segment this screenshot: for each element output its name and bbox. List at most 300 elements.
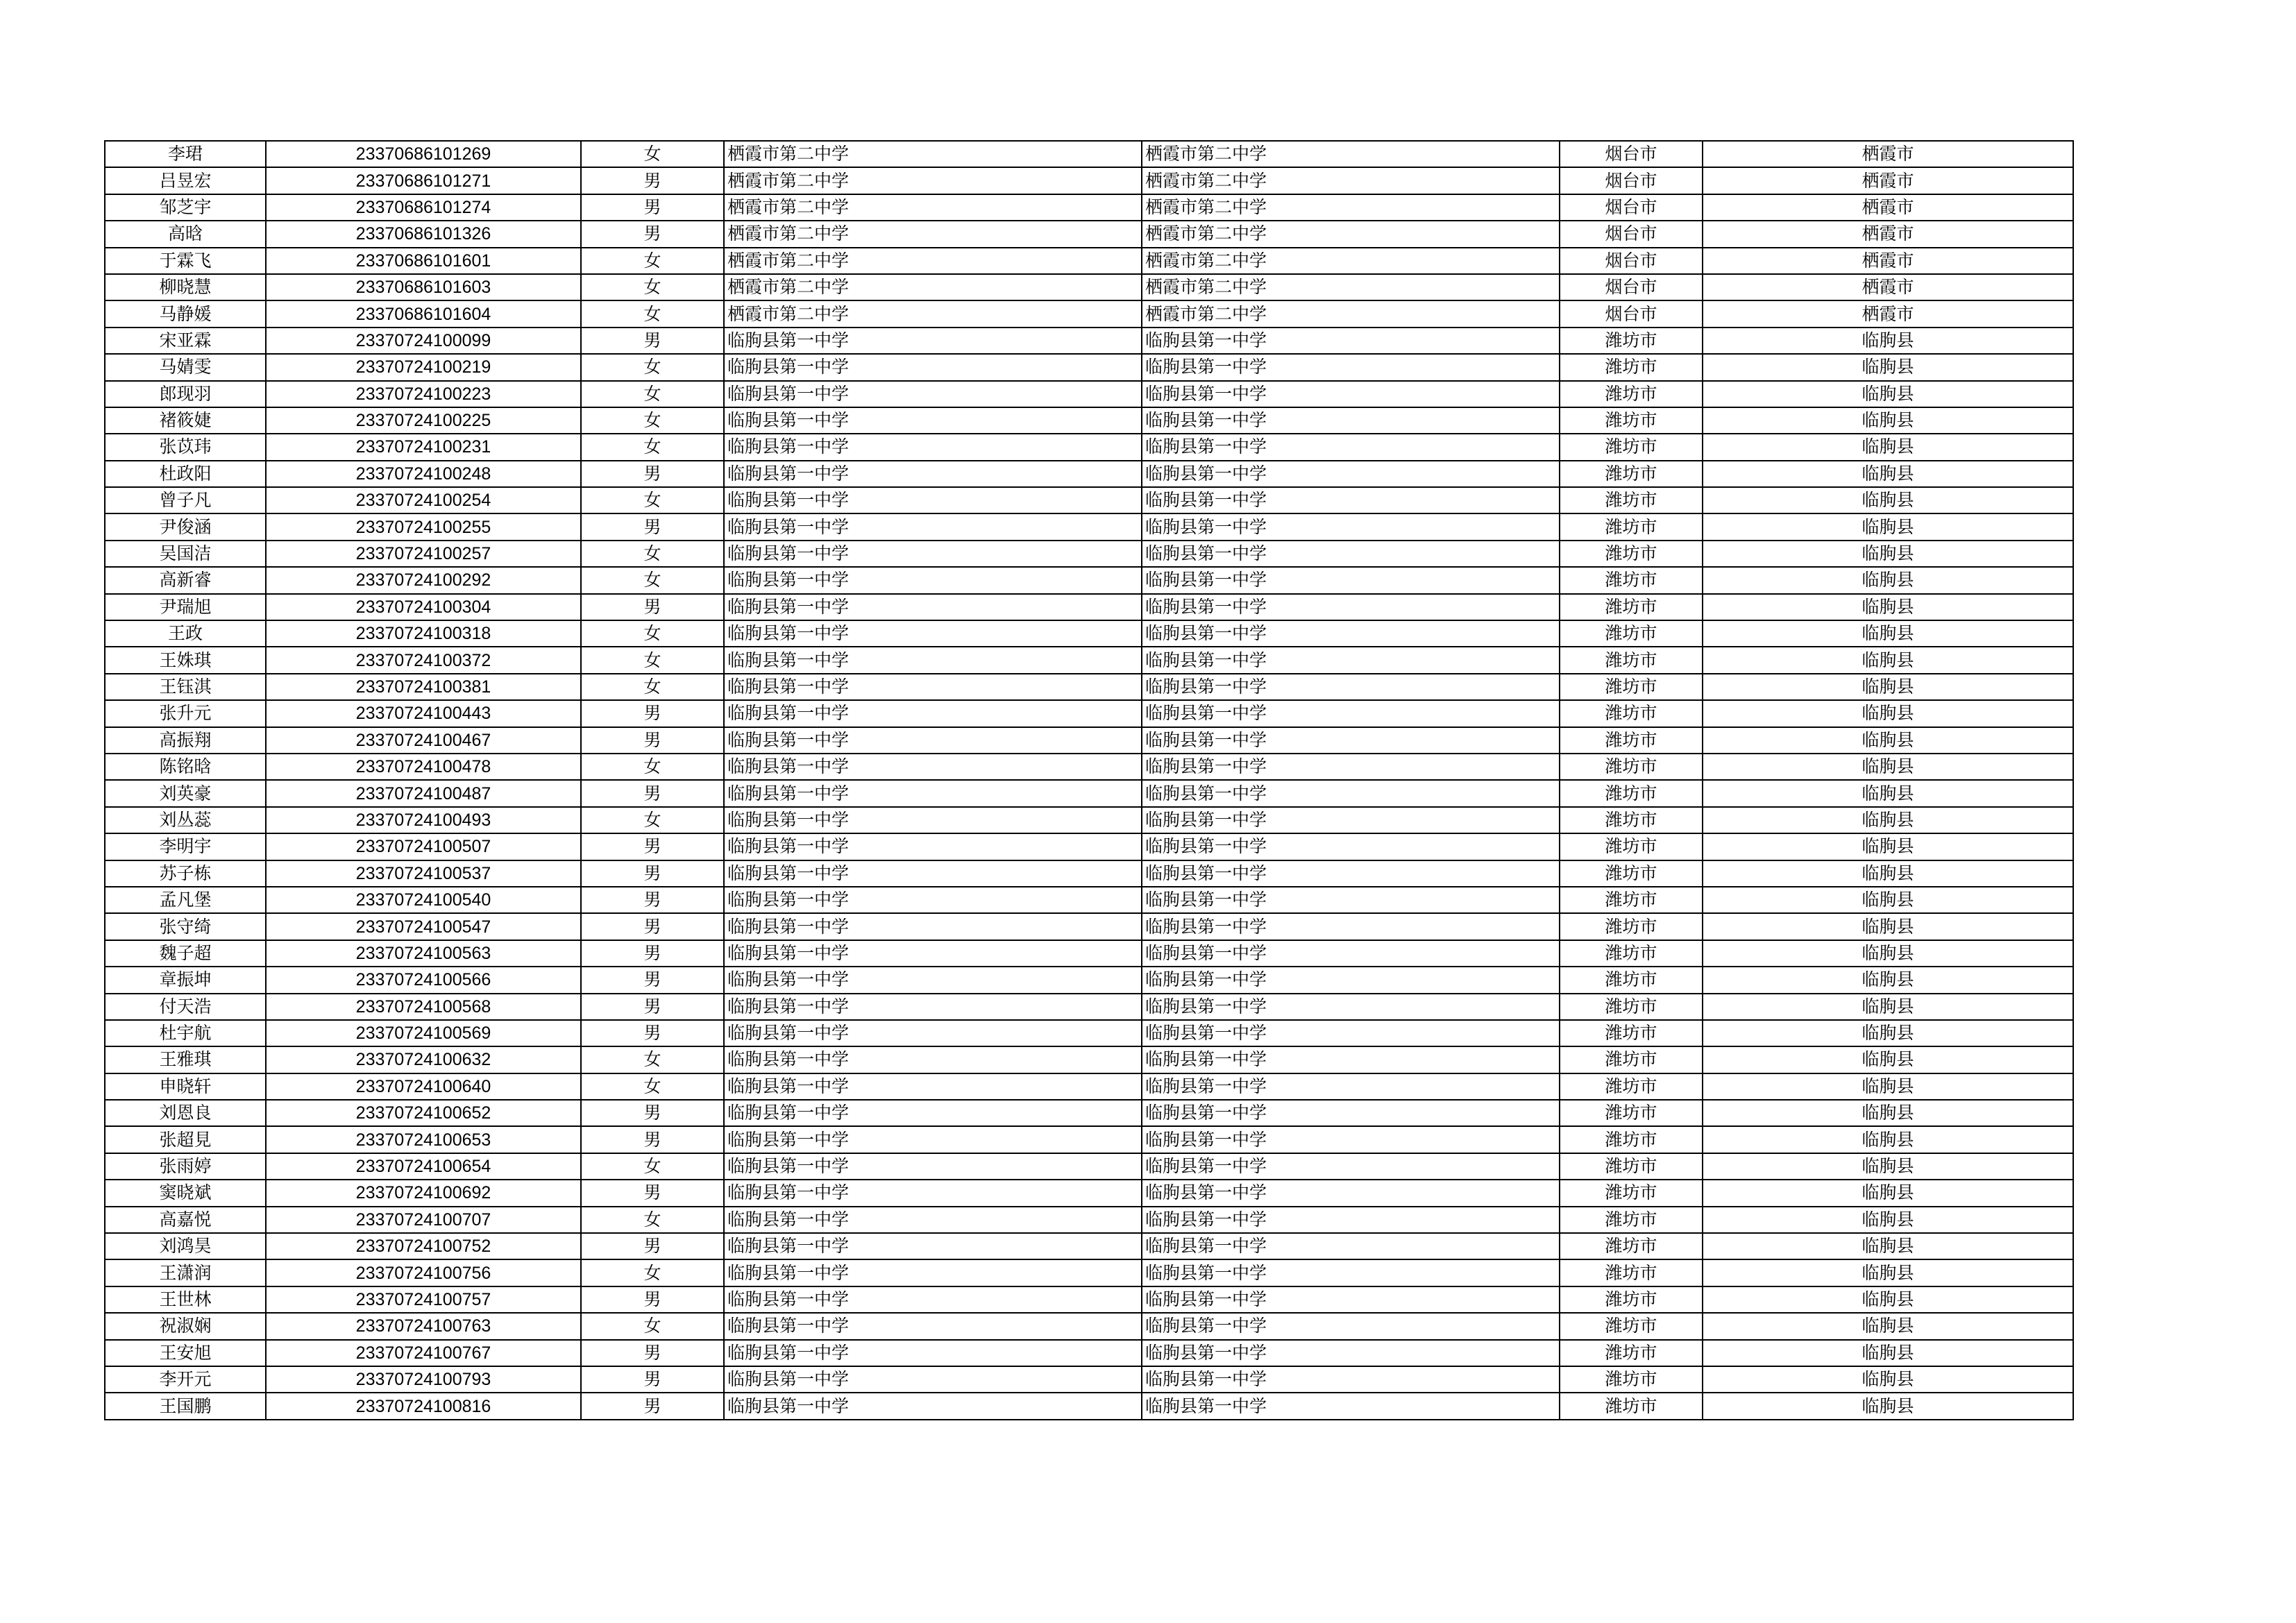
recommending-unit-cell: 临朐县第一中学 bbox=[1142, 647, 1560, 673]
exam-id-cell: 23370724100487 bbox=[266, 780, 581, 806]
county-cell: 临朐县 bbox=[1703, 434, 2073, 460]
exam-id-cell: 23370724100632 bbox=[266, 1046, 581, 1073]
school-cell: 临朐县第一中学 bbox=[724, 1340, 1142, 1366]
city-cell: 潍坊市 bbox=[1560, 567, 1703, 593]
county-cell: 临朐县 bbox=[1703, 1020, 2073, 1046]
student-name-cell: 王雅琪 bbox=[105, 1046, 266, 1073]
gender-cell: 男 bbox=[581, 513, 724, 540]
school-cell: 临朐县第一中学 bbox=[724, 1313, 1142, 1339]
exam-id-cell: 23370724100692 bbox=[266, 1180, 581, 1206]
exam-id-cell: 23370724100763 bbox=[266, 1313, 581, 1339]
recommending-unit-cell: 临朐县第一中学 bbox=[1142, 887, 1560, 913]
recommending-unit-cell: 临朐县第一中学 bbox=[1142, 407, 1560, 434]
table-row bbox=[105, 1073, 2073, 1100]
gender-cell: 男 bbox=[581, 1180, 724, 1206]
county-cell: 栖霞市 bbox=[1703, 167, 2073, 194]
student-name-cell: 杜宇航 bbox=[105, 1020, 266, 1046]
county-cell: 临朐县 bbox=[1703, 940, 2073, 967]
school-cell: 临朐县第一中学 bbox=[724, 567, 1142, 593]
school-cell: 临朐县第一中学 bbox=[724, 833, 1142, 860]
exam-id-cell: 23370724100537 bbox=[266, 860, 581, 887]
county-cell: 临朐县 bbox=[1703, 354, 2073, 380]
gender-cell: 女 bbox=[581, 754, 724, 780]
county-cell: 临朐县 bbox=[1703, 567, 2073, 593]
table-row bbox=[105, 1259, 2073, 1286]
recommending-unit-cell: 临朐县第一中学 bbox=[1142, 1073, 1560, 1100]
city-cell: 潍坊市 bbox=[1560, 860, 1703, 887]
school-cell: 临朐县第一中学 bbox=[724, 780, 1142, 806]
city-cell: 潍坊市 bbox=[1560, 1100, 1703, 1126]
table-row bbox=[105, 833, 2073, 860]
recommending-unit-cell: 临朐县第一中学 bbox=[1142, 940, 1560, 967]
student-name-cell: 王姝琪 bbox=[105, 647, 266, 673]
table-row bbox=[105, 221, 2073, 247]
gender-cell: 女 bbox=[581, 1313, 724, 1339]
table-row bbox=[105, 274, 2073, 300]
school-cell: 栖霞市第二中学 bbox=[724, 167, 1142, 194]
county-cell: 临朐县 bbox=[1703, 1366, 2073, 1393]
exam-id-cell: 23370724100257 bbox=[266, 541, 581, 567]
exam-id-cell: 23370724100640 bbox=[266, 1073, 581, 1100]
county-cell: 临朐县 bbox=[1703, 461, 2073, 487]
table-row bbox=[105, 381, 2073, 407]
exam-id-cell: 23370724100304 bbox=[266, 594, 581, 620]
city-cell: 潍坊市 bbox=[1560, 807, 1703, 833]
recommending-unit-cell: 临朐县第一中学 bbox=[1142, 620, 1560, 647]
school-cell: 临朐县第一中学 bbox=[724, 434, 1142, 460]
table-row bbox=[105, 647, 2073, 673]
city-cell: 潍坊市 bbox=[1560, 967, 1703, 993]
exam-id-cell: 23370686101274 bbox=[266, 194, 581, 221]
school-cell: 临朐县第一中学 bbox=[724, 994, 1142, 1020]
city-cell: 潍坊市 bbox=[1560, 354, 1703, 380]
recommending-unit-cell: 临朐县第一中学 bbox=[1142, 381, 1560, 407]
exam-id-cell: 23370686101604 bbox=[266, 300, 581, 327]
student-name-cell: 李珺 bbox=[105, 141, 266, 167]
student-name-cell: 刘丛蕊 bbox=[105, 807, 266, 833]
gender-cell: 男 bbox=[581, 167, 724, 194]
school-cell: 栖霞市第二中学 bbox=[724, 274, 1142, 300]
exam-id-cell: 23370686101271 bbox=[266, 167, 581, 194]
table-row bbox=[105, 887, 2073, 913]
gender-cell: 男 bbox=[581, 967, 724, 993]
gender-cell: 女 bbox=[581, 354, 724, 380]
school-cell: 临朐县第一中学 bbox=[724, 620, 1142, 647]
exam-id-cell: 23370724100568 bbox=[266, 994, 581, 1020]
table-row bbox=[105, 541, 2073, 567]
school-cell: 临朐县第一中学 bbox=[724, 647, 1142, 673]
exam-id-cell: 23370724100223 bbox=[266, 381, 581, 407]
student-name-cell: 吴国洁 bbox=[105, 541, 266, 567]
recommending-unit-cell: 临朐县第一中学 bbox=[1142, 461, 1560, 487]
county-cell: 临朐县 bbox=[1703, 754, 2073, 780]
county-cell: 临朐县 bbox=[1703, 1313, 2073, 1339]
student-name-cell: 王世林 bbox=[105, 1286, 266, 1313]
school-cell: 临朐县第一中学 bbox=[724, 674, 1142, 700]
recommending-unit-cell: 临朐县第一中学 bbox=[1142, 833, 1560, 860]
school-cell: 临朐县第一中学 bbox=[724, 754, 1142, 780]
student-name-cell: 柳晓慧 bbox=[105, 274, 266, 300]
gender-cell: 女 bbox=[581, 567, 724, 593]
county-cell: 临朐县 bbox=[1703, 381, 2073, 407]
county-cell: 栖霞市 bbox=[1703, 194, 2073, 221]
student-name-cell: 郎现羽 bbox=[105, 381, 266, 407]
county-cell: 临朐县 bbox=[1703, 1340, 2073, 1366]
gender-cell: 男 bbox=[581, 833, 724, 860]
gender-cell: 男 bbox=[581, 1286, 724, 1313]
city-cell: 潍坊市 bbox=[1560, 994, 1703, 1020]
school-cell: 临朐县第一中学 bbox=[724, 1233, 1142, 1259]
recommending-unit-cell: 临朐县第一中学 bbox=[1142, 860, 1560, 887]
county-cell: 临朐县 bbox=[1703, 727, 2073, 754]
student-name-cell: 张雨婷 bbox=[105, 1153, 266, 1180]
exam-id-cell: 23370724100654 bbox=[266, 1153, 581, 1180]
exam-id-cell: 23370724100653 bbox=[266, 1126, 581, 1153]
exam-id-cell: 23370686101326 bbox=[266, 221, 581, 247]
city-cell: 烟台市 bbox=[1560, 167, 1703, 194]
table-row bbox=[105, 248, 2073, 274]
student-name-cell: 苏子栋 bbox=[105, 860, 266, 887]
student-name-cell: 高嘉悦 bbox=[105, 1207, 266, 1233]
city-cell: 潍坊市 bbox=[1560, 887, 1703, 913]
city-cell: 潍坊市 bbox=[1560, 1020, 1703, 1046]
student-roster-table bbox=[104, 140, 2074, 1420]
city-cell: 潍坊市 bbox=[1560, 541, 1703, 567]
school-cell: 临朐县第一中学 bbox=[724, 727, 1142, 754]
exam-id-cell: 23370724100467 bbox=[266, 727, 581, 754]
student-name-cell: 李明宇 bbox=[105, 833, 266, 860]
gender-cell: 女 bbox=[581, 674, 724, 700]
student-name-cell: 陈铭晗 bbox=[105, 754, 266, 780]
county-cell: 临朐县 bbox=[1703, 1046, 2073, 1073]
student-name-cell: 王钰淇 bbox=[105, 674, 266, 700]
exam-id-cell: 23370724100248 bbox=[266, 461, 581, 487]
table-row bbox=[105, 807, 2073, 833]
school-cell: 临朐县第一中学 bbox=[724, 461, 1142, 487]
student-name-cell: 张苡玮 bbox=[105, 434, 266, 460]
recommending-unit-cell: 临朐县第一中学 bbox=[1142, 727, 1560, 754]
school-cell: 临朐县第一中学 bbox=[724, 887, 1142, 913]
recommending-unit-cell: 临朐县第一中学 bbox=[1142, 567, 1560, 593]
gender-cell: 男 bbox=[581, 1340, 724, 1366]
table-row bbox=[105, 1207, 2073, 1233]
county-cell: 临朐县 bbox=[1703, 647, 2073, 673]
recommending-unit-cell: 临朐县第一中学 bbox=[1142, 1153, 1560, 1180]
recommending-unit-cell: 临朐县第一中学 bbox=[1142, 994, 1560, 1020]
recommending-unit-cell: 临朐县第一中学 bbox=[1142, 487, 1560, 513]
table-row bbox=[105, 1393, 2073, 1419]
school-cell: 临朐县第一中学 bbox=[724, 807, 1142, 833]
city-cell: 潍坊市 bbox=[1560, 1046, 1703, 1073]
gender-cell: 男 bbox=[581, 1233, 724, 1259]
city-cell: 潍坊市 bbox=[1560, 434, 1703, 460]
table-row bbox=[105, 567, 2073, 593]
exam-id-cell: 23370724100566 bbox=[266, 967, 581, 993]
student-name-cell: 马婧雯 bbox=[105, 354, 266, 380]
table-row bbox=[105, 994, 2073, 1020]
gender-cell: 男 bbox=[581, 727, 724, 754]
student-name-cell: 杜政阳 bbox=[105, 461, 266, 487]
recommending-unit-cell: 临朐县第一中学 bbox=[1142, 1259, 1560, 1286]
city-cell: 潍坊市 bbox=[1560, 647, 1703, 673]
recommending-unit-cell: 临朐县第一中学 bbox=[1142, 1180, 1560, 1206]
exam-id-cell: 23370724100767 bbox=[266, 1340, 581, 1366]
gender-cell: 女 bbox=[581, 807, 724, 833]
student-name-cell: 孟凡堡 bbox=[105, 887, 266, 913]
exam-id-cell: 23370724100816 bbox=[266, 1393, 581, 1419]
city-cell: 潍坊市 bbox=[1560, 1180, 1703, 1206]
student-name-cell: 高振翔 bbox=[105, 727, 266, 754]
gender-cell: 男 bbox=[581, 1020, 724, 1046]
county-cell: 临朐县 bbox=[1703, 674, 2073, 700]
recommending-unit-cell: 临朐县第一中学 bbox=[1142, 594, 1560, 620]
county-cell: 临朐县 bbox=[1703, 1180, 2073, 1206]
exam-id-cell: 23370724100099 bbox=[266, 328, 581, 354]
city-cell: 潍坊市 bbox=[1560, 1366, 1703, 1393]
recommending-unit-cell: 临朐县第一中学 bbox=[1142, 434, 1560, 460]
recommending-unit-cell: 临朐县第一中学 bbox=[1142, 1126, 1560, 1153]
school-cell: 临朐县第一中学 bbox=[724, 1207, 1142, 1233]
gender-cell: 男 bbox=[581, 328, 724, 354]
city-cell: 潍坊市 bbox=[1560, 727, 1703, 754]
county-cell: 栖霞市 bbox=[1703, 221, 2073, 247]
student-name-cell: 付天浩 bbox=[105, 994, 266, 1020]
roster-body bbox=[105, 141, 2073, 1420]
student-name-cell: 褚筱婕 bbox=[105, 407, 266, 434]
table-row bbox=[105, 594, 2073, 620]
table-row bbox=[105, 1046, 2073, 1073]
recommending-unit-cell: 临朐县第一中学 bbox=[1142, 967, 1560, 993]
recommending-unit-cell: 临朐县第一中学 bbox=[1142, 780, 1560, 806]
exam-id-cell: 23370724100757 bbox=[266, 1286, 581, 1313]
table-row bbox=[105, 674, 2073, 700]
gender-cell: 女 bbox=[581, 274, 724, 300]
recommending-unit-cell: 栖霞市第二中学 bbox=[1142, 141, 1560, 167]
table-row bbox=[105, 407, 2073, 434]
recommending-unit-cell: 临朐县第一中学 bbox=[1142, 1340, 1560, 1366]
recommending-unit-cell: 栖霞市第二中学 bbox=[1142, 221, 1560, 247]
student-name-cell: 章振坤 bbox=[105, 967, 266, 993]
recommending-unit-cell: 临朐县第一中学 bbox=[1142, 354, 1560, 380]
recommending-unit-cell: 临朐县第一中学 bbox=[1142, 754, 1560, 780]
school-cell: 临朐县第一中学 bbox=[724, 940, 1142, 967]
table-row bbox=[105, 1180, 2073, 1206]
table-row bbox=[105, 913, 2073, 940]
school-cell: 临朐县第一中学 bbox=[724, 1286, 1142, 1313]
county-cell: 临朐县 bbox=[1703, 807, 2073, 833]
recommending-unit-cell: 栖霞市第二中学 bbox=[1142, 248, 1560, 274]
recommending-unit-cell: 临朐县第一中学 bbox=[1142, 1313, 1560, 1339]
city-cell: 潍坊市 bbox=[1560, 1073, 1703, 1100]
city-cell: 烟台市 bbox=[1560, 194, 1703, 221]
exam-id-cell: 23370724100318 bbox=[266, 620, 581, 647]
gender-cell: 男 bbox=[581, 194, 724, 221]
gender-cell: 男 bbox=[581, 461, 724, 487]
exam-id-cell: 23370724100478 bbox=[266, 754, 581, 780]
gender-cell: 男 bbox=[581, 994, 724, 1020]
county-cell: 临朐县 bbox=[1703, 1259, 2073, 1286]
county-cell: 临朐县 bbox=[1703, 700, 2073, 726]
table-row bbox=[105, 300, 2073, 327]
exam-id-cell: 23370686101269 bbox=[266, 141, 581, 167]
recommending-unit-cell: 临朐县第一中学 bbox=[1142, 674, 1560, 700]
exam-id-cell: 23370724100219 bbox=[266, 354, 581, 380]
recommending-unit-cell: 临朐县第一中学 bbox=[1142, 700, 1560, 726]
exam-id-cell: 23370724100547 bbox=[266, 913, 581, 940]
city-cell: 潍坊市 bbox=[1560, 1393, 1703, 1419]
school-cell: 临朐县第一中学 bbox=[724, 967, 1142, 993]
school-cell: 临朐县第一中学 bbox=[724, 860, 1142, 887]
student-name-cell: 刘英豪 bbox=[105, 780, 266, 806]
exam-id-cell: 23370724100563 bbox=[266, 940, 581, 967]
exam-id-cell: 23370724100292 bbox=[266, 567, 581, 593]
student-name-cell: 于霖飞 bbox=[105, 248, 266, 274]
gender-cell: 女 bbox=[581, 1046, 724, 1073]
student-name-cell: 张守绮 bbox=[105, 913, 266, 940]
school-cell: 临朐县第一中学 bbox=[724, 354, 1142, 380]
student-name-cell: 申晓轩 bbox=[105, 1073, 266, 1100]
city-cell: 潍坊市 bbox=[1560, 1153, 1703, 1180]
city-cell: 潍坊市 bbox=[1560, 833, 1703, 860]
table-row bbox=[105, 354, 2073, 380]
school-cell: 临朐县第一中学 bbox=[724, 381, 1142, 407]
county-cell: 临朐县 bbox=[1703, 860, 2073, 887]
school-cell: 临朐县第一中学 bbox=[724, 1153, 1142, 1180]
school-cell: 临朐县第一中学 bbox=[724, 1366, 1142, 1393]
school-cell: 临朐县第一中学 bbox=[724, 328, 1142, 354]
student-name-cell: 窦晓斌 bbox=[105, 1180, 266, 1206]
table-row bbox=[105, 967, 2073, 993]
student-name-cell: 曾子凡 bbox=[105, 487, 266, 513]
city-cell: 潍坊市 bbox=[1560, 381, 1703, 407]
student-name-cell: 李开元 bbox=[105, 1366, 266, 1393]
county-cell: 临朐县 bbox=[1703, 887, 2073, 913]
table-row bbox=[105, 700, 2073, 726]
recommending-unit-cell: 临朐县第一中学 bbox=[1142, 541, 1560, 567]
county-cell: 临朐县 bbox=[1703, 407, 2073, 434]
gender-cell: 男 bbox=[581, 780, 724, 806]
table-row bbox=[105, 513, 2073, 540]
school-cell: 临朐县第一中学 bbox=[724, 700, 1142, 726]
student-name-cell: 马静媛 bbox=[105, 300, 266, 327]
city-cell: 烟台市 bbox=[1560, 248, 1703, 274]
county-cell: 临朐县 bbox=[1703, 513, 2073, 540]
city-cell: 潍坊市 bbox=[1560, 461, 1703, 487]
recommending-unit-cell: 栖霞市第二中学 bbox=[1142, 274, 1560, 300]
school-cell: 临朐县第一中学 bbox=[724, 1046, 1142, 1073]
gender-cell: 女 bbox=[581, 1259, 724, 1286]
table-row bbox=[105, 1153, 2073, 1180]
gender-cell: 男 bbox=[581, 1393, 724, 1419]
school-cell: 临朐县第一中学 bbox=[724, 541, 1142, 567]
school-cell: 临朐县第一中学 bbox=[724, 594, 1142, 620]
recommending-unit-cell: 临朐县第一中学 bbox=[1142, 1020, 1560, 1046]
school-cell: 临朐县第一中学 bbox=[724, 1259, 1142, 1286]
city-cell: 潍坊市 bbox=[1560, 1313, 1703, 1339]
county-cell: 临朐县 bbox=[1703, 541, 2073, 567]
gender-cell: 女 bbox=[581, 381, 724, 407]
school-cell: 栖霞市第二中学 bbox=[724, 248, 1142, 274]
county-cell: 临朐县 bbox=[1703, 487, 2073, 513]
school-cell: 临朐县第一中学 bbox=[724, 1073, 1142, 1100]
city-cell: 潍坊市 bbox=[1560, 1233, 1703, 1259]
city-cell: 潍坊市 bbox=[1560, 513, 1703, 540]
gender-cell: 男 bbox=[581, 700, 724, 726]
city-cell: 潍坊市 bbox=[1560, 940, 1703, 967]
city-cell: 烟台市 bbox=[1560, 300, 1703, 327]
school-cell: 临朐县第一中学 bbox=[724, 407, 1142, 434]
student-name-cell: 王国鹏 bbox=[105, 1393, 266, 1419]
county-cell: 临朐县 bbox=[1703, 1100, 2073, 1126]
city-cell: 潍坊市 bbox=[1560, 1340, 1703, 1366]
exam-id-cell: 23370724100443 bbox=[266, 700, 581, 726]
school-cell: 临朐县第一中学 bbox=[724, 487, 1142, 513]
county-cell: 栖霞市 bbox=[1703, 141, 2073, 167]
county-cell: 临朐县 bbox=[1703, 328, 2073, 354]
gender-cell: 男 bbox=[581, 913, 724, 940]
table-row bbox=[105, 328, 2073, 354]
gender-cell: 女 bbox=[581, 1153, 724, 1180]
exam-id-cell: 23370724100381 bbox=[266, 674, 581, 700]
school-cell: 临朐县第一中学 bbox=[724, 1180, 1142, 1206]
school-cell: 临朐县第一中学 bbox=[724, 513, 1142, 540]
city-cell: 潍坊市 bbox=[1560, 594, 1703, 620]
city-cell: 潍坊市 bbox=[1560, 328, 1703, 354]
student-name-cell: 魏子超 bbox=[105, 940, 266, 967]
table-row bbox=[105, 940, 2073, 967]
county-cell: 栖霞市 bbox=[1703, 248, 2073, 274]
gender-cell: 男 bbox=[581, 1100, 724, 1126]
student-name-cell: 吕昱宏 bbox=[105, 167, 266, 194]
recommending-unit-cell: 临朐县第一中学 bbox=[1142, 1100, 1560, 1126]
exam-id-cell: 23370724100752 bbox=[266, 1233, 581, 1259]
recommending-unit-cell: 栖霞市第二中学 bbox=[1142, 167, 1560, 194]
city-cell: 潍坊市 bbox=[1560, 620, 1703, 647]
table-row bbox=[105, 461, 2073, 487]
gender-cell: 男 bbox=[581, 1366, 724, 1393]
city-cell: 潍坊市 bbox=[1560, 1126, 1703, 1153]
student-name-cell: 尹瑞旭 bbox=[105, 594, 266, 620]
exam-id-cell: 23370724100652 bbox=[266, 1100, 581, 1126]
school-cell: 栖霞市第二中学 bbox=[724, 300, 1142, 327]
gender-cell: 男 bbox=[581, 860, 724, 887]
recommending-unit-cell: 临朐县第一中学 bbox=[1142, 1207, 1560, 1233]
recommending-unit-cell: 临朐县第一中学 bbox=[1142, 1286, 1560, 1313]
recommending-unit-cell: 栖霞市第二中学 bbox=[1142, 194, 1560, 221]
county-cell: 临朐县 bbox=[1703, 1153, 2073, 1180]
county-cell: 临朐县 bbox=[1703, 1126, 2073, 1153]
exam-id-cell: 23370686101601 bbox=[266, 248, 581, 274]
city-cell: 潍坊市 bbox=[1560, 1286, 1703, 1313]
exam-id-cell: 23370724100255 bbox=[266, 513, 581, 540]
student-name-cell: 刘鸿昊 bbox=[105, 1233, 266, 1259]
exam-id-cell: 23370724100793 bbox=[266, 1366, 581, 1393]
county-cell: 临朐县 bbox=[1703, 967, 2073, 993]
school-cell: 临朐县第一中学 bbox=[724, 1393, 1142, 1419]
student-name-cell: 宋亚霖 bbox=[105, 328, 266, 354]
school-cell: 临朐县第一中学 bbox=[724, 1020, 1142, 1046]
table-row bbox=[105, 141, 2073, 167]
gender-cell: 男 bbox=[581, 887, 724, 913]
table-row bbox=[105, 1233, 2073, 1259]
student-name-cell: 高晗 bbox=[105, 221, 266, 247]
city-cell: 潍坊市 bbox=[1560, 487, 1703, 513]
table-row bbox=[105, 1366, 2073, 1393]
recommending-unit-cell: 临朐县第一中学 bbox=[1142, 807, 1560, 833]
recommending-unit-cell: 临朐县第一中学 bbox=[1142, 1046, 1560, 1073]
gender-cell: 女 bbox=[581, 434, 724, 460]
exam-id-cell: 23370724100540 bbox=[266, 887, 581, 913]
